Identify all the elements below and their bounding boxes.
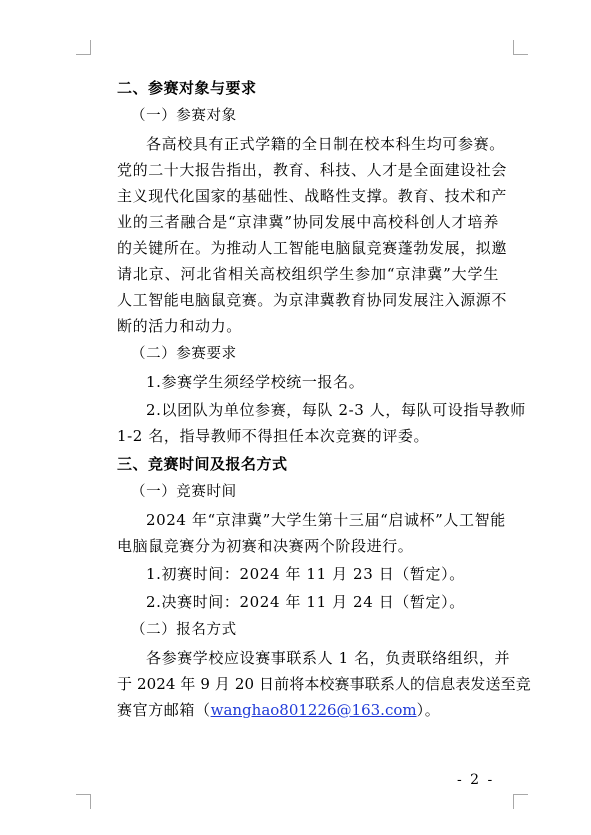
crop-mark-top-right	[513, 40, 528, 55]
email-prefix-text: 赛官方邮箱（	[117, 701, 211, 719]
paragraph-line: 各参赛学校应设赛事联系人 1 名，负责联络组织，并	[146, 649, 511, 667]
paragraph-line: 请北京、河北省相关高校组织学生参加“京津冀”大学生	[117, 265, 499, 283]
section-heading: 二、参赛对象与要求	[117, 79, 257, 97]
paragraph-line: 2024 年“京津冀”大学生第十三届“启诚杯”人工智能	[146, 511, 506, 529]
paragraph-line: 电脑鼠竞赛分为初赛和决赛两个阶段进行。	[117, 537, 414, 555]
paragraph-line: 断的活力和动力。	[117, 317, 242, 335]
paragraph-line: 人工智能电脑鼠竞赛。为京津冀教育协同发展注入源源不	[117, 291, 508, 309]
paragraph-line: 的关键所在。为推动人工智能电脑鼠竞赛蓬勃发展，拟邀	[117, 239, 508, 257]
paragraph-line: 各高校具有正式学籍的全日制在校本科生均可参赛。	[146, 135, 505, 153]
schedule-item: 2.决赛时间：2024 年 11 月 24 日（暂定）。	[146, 593, 465, 611]
crop-mark-top-left	[76, 40, 91, 55]
requirement-item: 2.以团队为单位参赛，每队 2-3 人，每队可设指导教师	[146, 401, 526, 419]
email-suffix-text: ）。	[416, 701, 441, 719]
subsection-heading: （二）报名方式	[131, 622, 237, 638]
subsection-heading: （二）参赛要求	[131, 346, 237, 362]
section-heading: 三、竞赛时间及报名方式	[117, 455, 288, 473]
crop-mark-bottom-left	[76, 794, 91, 809]
email-link[interactable]: wanghao801226@163.com	[210, 701, 417, 719]
schedule-item: 1.初赛时间：2024 年 11 月 23 日（暂定）。	[146, 565, 465, 583]
paragraph-line-email	[117, 700, 499, 720]
paragraph-line: 于 2024 年 9 月 20 日前将本校赛事联系人的信息表发送至竞	[117, 675, 531, 693]
crop-mark-bottom-right	[513, 794, 528, 809]
subsection-heading: （一）参赛对象	[131, 108, 237, 124]
requirement-item: 1.参赛学生须经学校统一报名。	[146, 373, 365, 391]
paragraph-line: 主义现代化国家的基础性、战略性支撑。教育、技术和产	[117, 187, 508, 205]
requirement-item-continued: 1-2 名，指导教师不得担任本次竞赛的评委。	[117, 427, 430, 445]
subsection-heading: （一）竞赛时间	[131, 484, 237, 500]
page-number: - 2 -	[457, 772, 495, 788]
paragraph-line: 业的三者融合是“京津冀”协同发展中高校科创人才培养	[117, 213, 499, 231]
paragraph-line: 党的二十大报告指出，教育、科技、人才是全面建设社会	[117, 161, 508, 179]
